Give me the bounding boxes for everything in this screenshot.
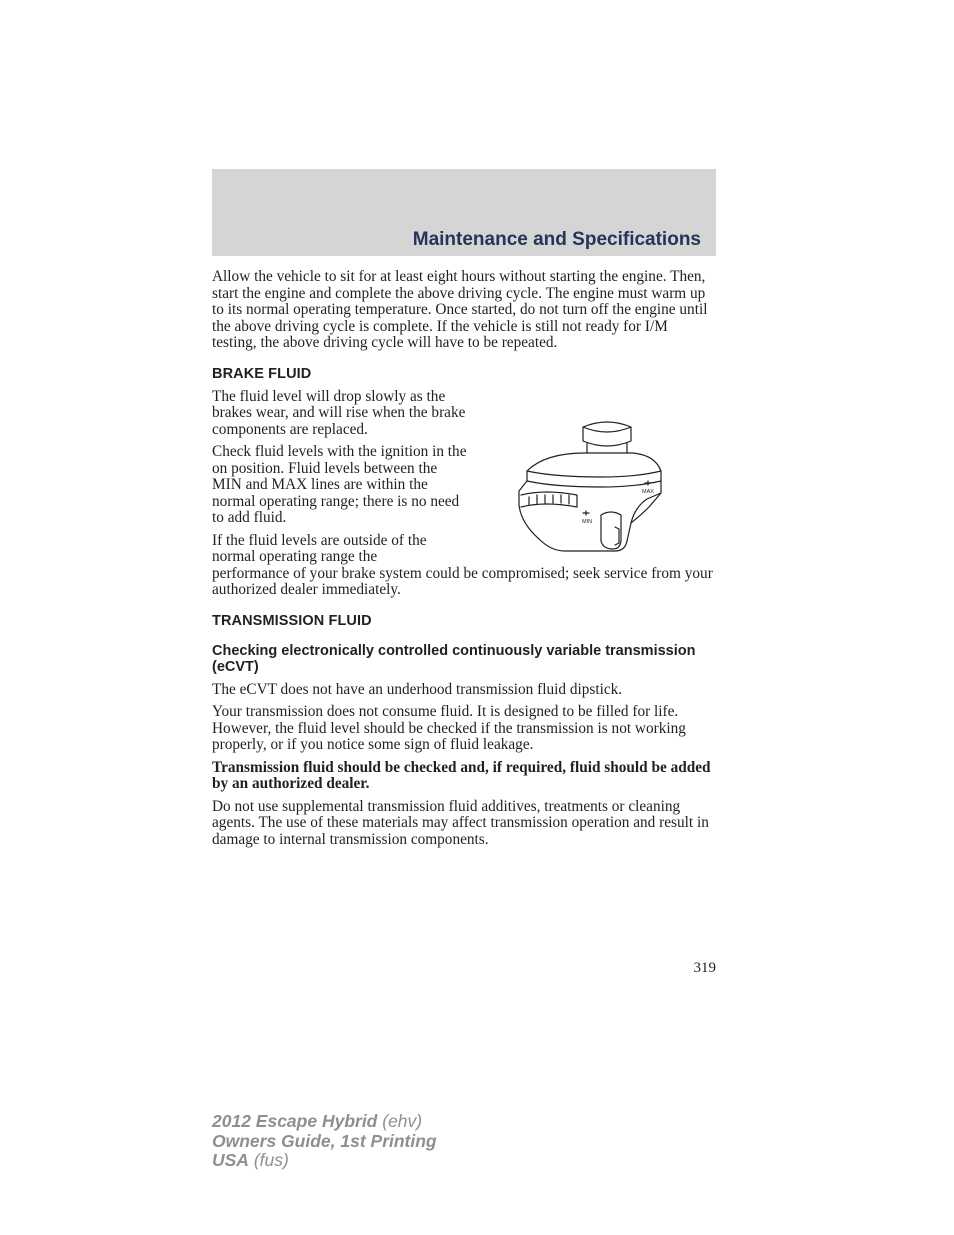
footer-line-3 (212, 1151, 437, 1171)
brake-reservoir-icon (515, 415, 665, 555)
footer-market-code: (fus) (248, 1150, 289, 1170)
footer-guide: Owners Guide, 1st Printing (212, 1130, 437, 1151)
brake-fluid-reservoir-illustration (515, 415, 665, 555)
footer (212, 1112, 437, 1171)
header-band (212, 169, 716, 256)
min-label: MIN (581, 519, 593, 525)
brake-fluid-paragraph-3a: If the fluid levels are outside of the normal operating range the (212, 531, 427, 565)
page-content (212, 269, 716, 848)
page-title: Maintenance and Specifications (412, 229, 701, 250)
max-label: MAX (642, 489, 654, 495)
ecvt-subheading: Checking electronically controlled continuously variable transmission (eCVT) (212, 642, 696, 675)
transmission-paragraph-3: Do not use supplemental transmission fluid additives, treatments or cleaning agents. The use of these materials may affect transmission operation and result in damage to internal transmission components. (212, 797, 709, 848)
transmission-paragraph-2: Your transmission does not consume fluid. It is designed to be filled for life. However, the fluid level should be checked if the transmission is not working properly, or if you notice some sign of fluid leakage. (212, 703, 686, 753)
page-number: 319 (693, 960, 716, 976)
transmission-warning: Transmission fluid should be checked and, if required, fluid should be added by an authorized dealer. (212, 758, 711, 792)
brake-fluid-paragraph-3b: performance of your brake system could be compromised; seek service from your authorized dealer immediately. (212, 564, 713, 598)
footer-model-code: (ehv) (377, 1111, 423, 1131)
intro-paragraph: Allow the vehicle to sit for at least eight hours without starting the engine. Then, start the engine and complete the above driving cycle. The engine must warm up to its normal operating temperature. Once started, do not turn off the engine until the above driving cycle is complete. If the vehicle is still not ready for I/M testing, the above driving cycle will have to be repeated. (212, 268, 708, 351)
footer-line-2 (212, 1132, 437, 1152)
brake-fluid-heading: BRAKE FLUID (212, 365, 312, 382)
footer-line-1 (212, 1112, 437, 1132)
footer-market: USA (212, 1150, 249, 1170)
brake-fluid-paragraph-2: Check fluid levels with the ignition in the on position. Fluid levels between the MIN and MAX lines are within the normal operating range; there is no need to add fluid. (212, 443, 467, 526)
brake-fluid-paragraph-1: The fluid level will drop slowly as the brakes wear, and will rise when the brake components are replaced. (212, 387, 466, 438)
footer-model: 2012 Escape Hybrid (212, 1111, 378, 1131)
transmission-paragraph-1: The eCVT does not have an underhood transmission fluid dipstick. (212, 680, 623, 698)
transmission-fluid-heading: TRANSMISSION FLUID (212, 612, 372, 629)
